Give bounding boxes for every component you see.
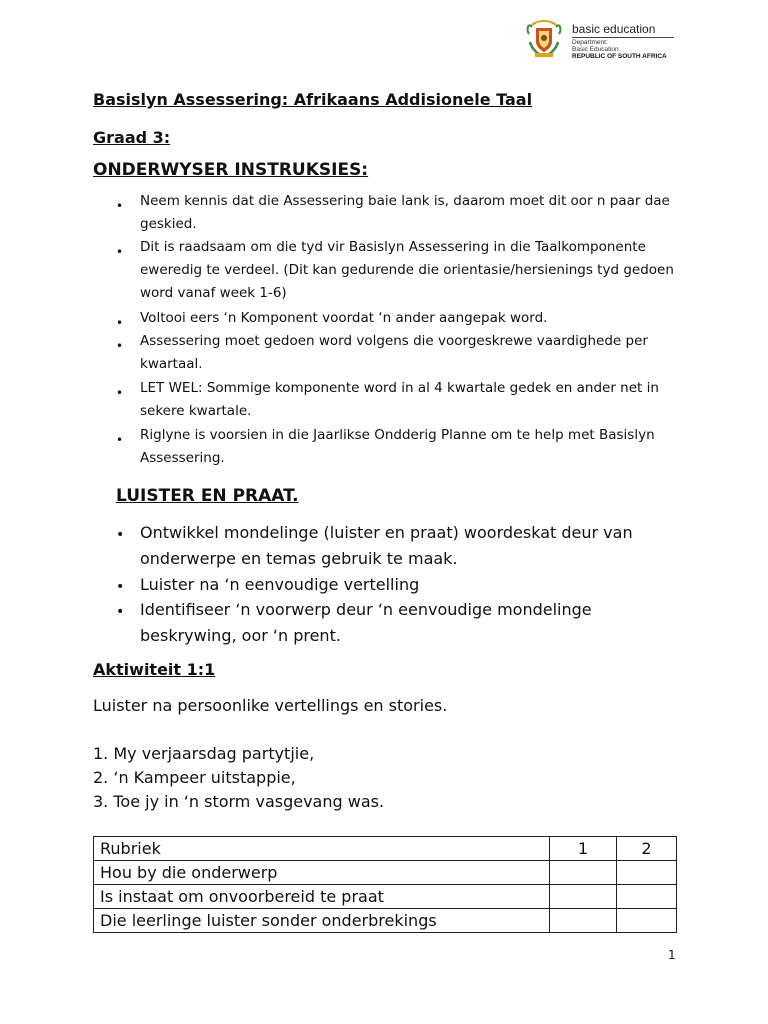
story-item: 2. ‘n Kampeer uitstappie, bbox=[93, 768, 296, 787]
instruction-item: LET WEL: Sommige komponente word in al 4 kwartale gedek en ander net in sekere kwartale. bbox=[140, 380, 659, 419]
logo-department-name: Basic Education bbox=[572, 46, 619, 53]
page-number: 1 bbox=[668, 948, 676, 962]
bullet-icon: • bbox=[116, 604, 125, 620]
listen-speak-item: Identifiseer ‘n voorwerp deur ‘n eenvoudige mondelinge beskrywing, oor ‘n prent. bbox=[140, 600, 592, 645]
rubric-score-cell bbox=[550, 885, 617, 909]
instruction-item: Assessering moet gedoen word volgens die voorgeskrewe vaardighede per kwartaal. bbox=[140, 333, 648, 372]
instruction-item: Neem kennis dat die Assessering baie lank is, daarom moet dit oor n paar dae geskied. bbox=[140, 193, 670, 232]
activity-intro: Luister na persoonlike vertellings en stories. bbox=[93, 696, 448, 715]
instruction-item: Dit is raadsaam om die tyd vir Basislyn Assessering in die Taalkomponente eweredig te verdeel. (Dit kan gedurende die orientasie/hersienings tyd gedoen word vanaf week 1-6) bbox=[140, 239, 674, 301]
rubric-header-row bbox=[94, 837, 677, 861]
document-title: Basislyn Assessering: Afrikaans Addisionele Taal bbox=[93, 90, 533, 109]
bullet-icon: • bbox=[116, 579, 125, 595]
listen-speak-heading: LUISTER EN PRAAT. bbox=[116, 486, 299, 506]
rubric-score-cell bbox=[550, 861, 617, 885]
rubric-criterion: Is instaat om onvoorbereid te praat bbox=[94, 885, 550, 909]
bullet-icon: • bbox=[116, 245, 124, 259]
story-item: 3. Toe jy in ‘n storm vasgevang was. bbox=[93, 792, 385, 811]
rubric-criterion: Die leerlinge luister sonder onderbrekings bbox=[94, 909, 550, 933]
rubric-score-cell bbox=[617, 909, 677, 933]
rubric-header-score-2: 2 bbox=[617, 837, 677, 861]
bullet-icon: • bbox=[116, 386, 124, 400]
instruction-item: Voltooi eers ‘n Komponent voordat ‘n ander aangepak word. bbox=[140, 310, 548, 326]
table-row bbox=[94, 909, 677, 933]
activity-heading: Aktiwiteit 1:1 bbox=[93, 660, 216, 679]
bullet-icon: • bbox=[116, 527, 125, 543]
coat-of-arms-icon bbox=[520, 12, 568, 60]
logo-divider bbox=[572, 37, 674, 38]
story-item: 1. My verjaarsdag partytjie, bbox=[93, 744, 315, 763]
rubric-header-score-1: 1 bbox=[550, 837, 617, 861]
instruction-item: Riglyne is voorsien in die Jaarlikse Ondderig Planne om te help met Basislyn Assessering. bbox=[140, 427, 655, 466]
bullet-icon: • bbox=[116, 339, 124, 353]
logo-country: REPUBLIC OF SOUTH AFRICA bbox=[572, 53, 667, 60]
bullet-icon: • bbox=[116, 316, 124, 330]
bullet-icon: • bbox=[116, 433, 124, 447]
table-row bbox=[94, 885, 677, 909]
rubric-score-cell bbox=[617, 885, 677, 909]
logo-department-label: Department: bbox=[572, 39, 608, 46]
logo-title: basic education bbox=[572, 22, 656, 36]
rubric-header-criterion: Rubriek bbox=[94, 837, 550, 861]
instructions-heading: ONDERWYSER INSTRUKSIES: bbox=[93, 160, 369, 180]
dbe-logo bbox=[520, 12, 680, 64]
listen-speak-item: Luister na ‘n eenvoudige vertelling bbox=[140, 575, 420, 594]
rubric-table bbox=[93, 836, 677, 933]
bullet-icon: • bbox=[116, 199, 124, 213]
grade-heading: Graad 3: bbox=[93, 128, 171, 147]
rubric-score-cell bbox=[617, 861, 677, 885]
rubric-criterion: Hou by die onderwerp bbox=[94, 861, 550, 885]
listen-speak-item: Ontwikkel mondelinge (luister en praat) woordeskat deur van onderwerpe en temas gebruik te maak. bbox=[140, 523, 633, 568]
table-row bbox=[94, 861, 677, 885]
rubric-score-cell bbox=[550, 909, 617, 933]
